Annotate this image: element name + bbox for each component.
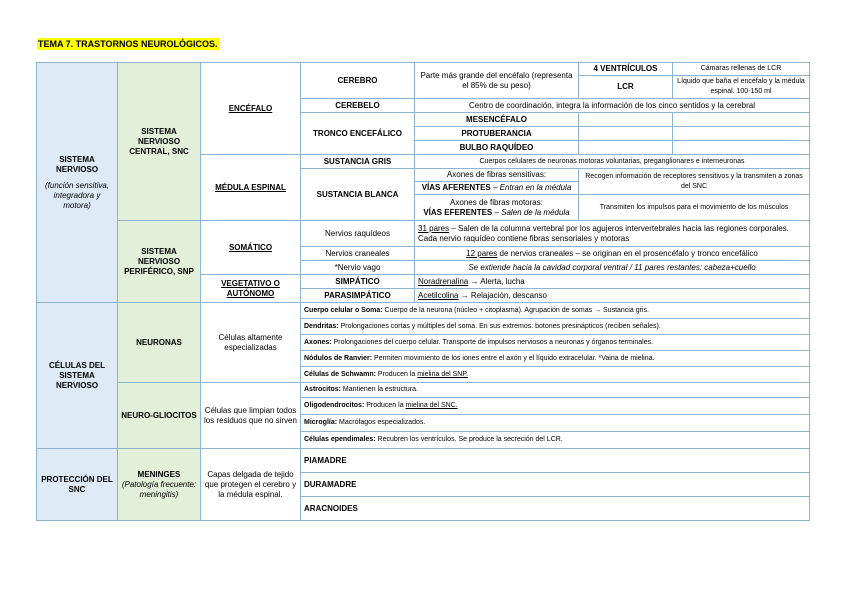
sistema-nervioso-note: (función sensitiva, integradora y motora) (44, 180, 110, 210)
vegetativo-label: VEGETATIVO O AUTÓNOMO (201, 275, 301, 303)
cerebelo-label: CEREBELO (301, 99, 415, 113)
simpatico-label: SIMPÁTICO (301, 275, 415, 289)
simpatico-desc: Noradrenalina → Alerta, lucha (415, 275, 810, 289)
parasimpatico-label: PARASIMPÁTICO (301, 289, 415, 303)
page-title: TEMA 7. TRASTORNOS NEUROLÓGICOS. (38, 39, 218, 49)
lcr-desc: Líquido que baña el encéfalo y la médula espinal. 100-150 ml (673, 76, 810, 99)
dendritas-row: Dendritas: Prolongaciones cortas y múltiples del soma. En sus extremos: botones presinápticos (reciben señales). (301, 319, 810, 335)
sustancia-gris-label: SUSTANCIA GRIS (301, 155, 415, 169)
raquideos-label: Nervios raquídeos (301, 221, 415, 247)
lcr-label: LCR (579, 76, 673, 99)
somatico-label: SOMÁTICO (201, 221, 301, 275)
craneales-label: Nervios craneales (301, 247, 415, 261)
encefalo-label: ENCÉFALO (201, 63, 301, 155)
proteccion-label: PROTECCIÓN DEL SNC (37, 449, 118, 521)
eferentes-desc: Transmiten los impulsos para el movimiento de los músculos (579, 195, 810, 221)
astrocitos-row: Astrocitos: Mantienen la estructura. (301, 383, 810, 398)
aferentes-line1: Axones de fibras sensitivas: (415, 169, 579, 182)
summary-table (36, 62, 810, 521)
neurogliocitos-desc: Células que limpian todos los residuos que no sirven (201, 383, 301, 449)
aracnoides-row: ARACNOIDES (301, 497, 810, 521)
piamadre-row: PIAMADRE (301, 449, 810, 473)
parasimpatico-desc: Acetilcolina → Relajación, descanso (415, 289, 810, 303)
cerebro-label: CEREBRO (301, 63, 415, 99)
duramadre-row: DURAMADRE (301, 473, 810, 497)
sustancia-blanca-label: SUSTANCIA BLANCA (301, 169, 415, 221)
mesencefalo-label: MESENCÉFALO (415, 113, 579, 127)
medula-label: MÉDULA ESPINAL (201, 155, 301, 221)
soma-row: Cuerpo celular o Soma: Cuerpo de la neurona (núcleo + citoplasma). Agrupación de somas → Sustancia gris. (301, 303, 810, 319)
snp-label: SISTEMA NERVIOSO PERIFÉRICO, SNP (118, 221, 201, 303)
celulas-label: CÉLULAS DEL SISTEMA NERVIOSO (37, 303, 118, 449)
ependimales-row: Células ependimales: Recubren los ventrículos. Se produce la secreción del LCR. (301, 432, 810, 449)
oligodendrocitos-row: Oligodendrocitos: Producen la mielina del SNC. (301, 398, 810, 415)
axones-row: Axones: Prolongaciones del cuerpo celular. Transporte de impulsos nerviosos a neuronas y órganos terminales. (301, 335, 810, 351)
neurogliocitos-label: NEURO-GLIOCITOS (118, 383, 201, 449)
ranvier-row: Nódulos de Ranvier: Permiten movimiento de los iones entre el axón y el líquido extracelular. *Vaina de mielina. (301, 351, 810, 367)
tronco-label: TRONCO ENCEFÁLICO (301, 113, 415, 155)
meninges-desc: Capas delgada de tejido que protegen el cerebro y la médula espinal. (201, 449, 301, 521)
schwann-row: Células de Schwamn: Producen la mielina del SNP. (301, 367, 810, 383)
meninges-cell: MENINGES (Patología frecuente: meningitis) (118, 449, 201, 521)
bulbo-label: BULBO RAQUÍDEO (415, 141, 579, 155)
vago-desc: Se extiende hacia la cavidad corporal ventral / 11 pares restantes: cabeza+cuello (415, 261, 810, 275)
eferentes-cell: Axones de fibras motoras: VÍAS EFERENTES – Salen de la médula (415, 195, 579, 221)
vago-label: *Nervio vago (301, 261, 415, 275)
raquideos-desc: 31 pares – Salen de la columna vertebral por los agujeros intervertebrales hacia las regiones corporales. Cada nervio raquídeo contiene fibras sensoriales y motoras (415, 221, 810, 247)
protuberancia-label: PROTUBERANCIA (415, 127, 579, 141)
neuronas-desc: Células altamente especializadas (201, 303, 301, 383)
sustancia-gris-desc: Cuerpos celulares de neuronas motoras voluntarias, preganglionares e interneuronas (415, 155, 810, 169)
cerebro-desc: Parte más grande del encéfalo (representa el 85% de su peso) (415, 63, 579, 99)
craneales-desc: 12 pares de nervios craneales – se originan en el prosencéfalo y tronco encefálico (415, 247, 810, 261)
snc-label: SISTEMA NERVIOSO CENTRAL, SNC (118, 63, 201, 221)
microglia-row: Microglía: Macrófagos especializados. (301, 415, 810, 432)
neuronas-label: NEURONAS (118, 303, 201, 383)
aferentes-line2: VÍAS AFERENTES – Entran en la médula (415, 182, 579, 195)
sistema-nervioso-label: SISTEMA NERVIOSO (55, 154, 99, 174)
aferentes-desc: Recogen información de receptores sensitivos y la transmiten a zonas del SNC (579, 169, 810, 195)
cerebelo-desc: Centro de coordinación, integra la información de los cinco sentidos y la cerebral (415, 99, 810, 113)
sistema-nervioso-cell (37, 63, 118, 303)
ventriculos-label: 4 VENTRÍCULOS (579, 63, 673, 76)
ventriculos-desc: Cámaras rellenas de LCR (673, 63, 810, 76)
